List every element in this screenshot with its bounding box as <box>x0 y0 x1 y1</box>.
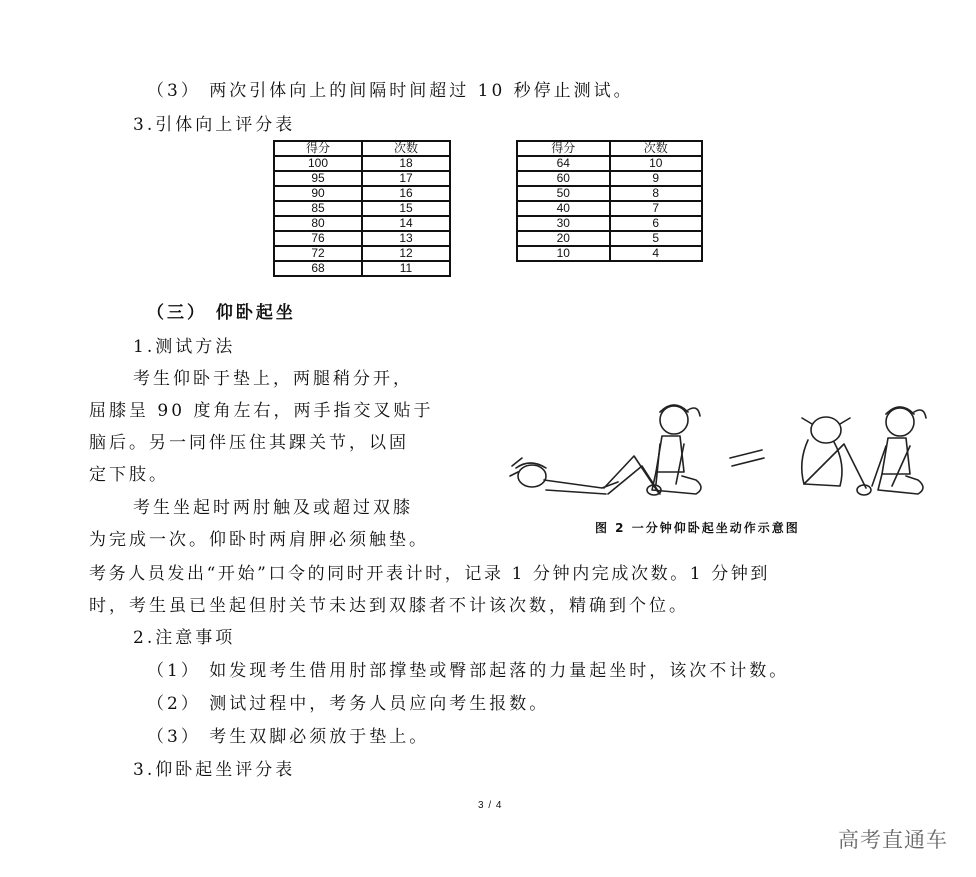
col-header-count: 次数 <box>362 141 450 156</box>
score-cell: 90 <box>274 186 362 201</box>
score-cell: 68 <box>274 261 362 276</box>
table-row <box>274 171 450 186</box>
situp-note-1: （1） 如发现考生借用肘部撑垫或臀部起落的力量起坐时，该次不计数。 <box>147 661 790 681</box>
score-cell: 72 <box>274 246 362 261</box>
score-cell: 76 <box>274 231 362 246</box>
count-cell: 10 <box>610 156 703 171</box>
table-row <box>274 246 450 261</box>
table-row <box>517 216 702 231</box>
pullup-score-table-right <box>516 140 703 262</box>
table-row <box>517 156 702 171</box>
table-row <box>517 186 702 201</box>
count-cell: 16 <box>362 186 450 201</box>
score-cell: 30 <box>517 216 610 231</box>
table-row <box>274 186 450 201</box>
situp-para1-line1: 考生仰卧于垫上，两腿稍分开， <box>133 369 413 389</box>
situp-para1-line2: 屈膝呈 90 度角左右，两手指交叉贴于 <box>89 401 434 421</box>
col-header-count: 次数 <box>610 141 703 156</box>
count-cell: 8 <box>610 186 703 201</box>
situp-heading: （三） 仰卧起坐 <box>147 303 296 323</box>
score-cell: 60 <box>517 171 610 186</box>
score-cell: 80 <box>274 216 362 231</box>
score-cell: 100 <box>274 156 362 171</box>
table-row <box>274 231 450 246</box>
score-cell: 85 <box>274 201 362 216</box>
count-cell: 6 <box>610 216 703 231</box>
table-row <box>274 216 450 231</box>
score-cell: 10 <box>517 246 610 261</box>
situp-para2-line2: 为完成一次。仰卧时两肩胛必须触垫。 <box>89 530 429 550</box>
situp-illustration <box>508 398 932 518</box>
situp-para1-line3: 脑后。另一同伴压住其踝关节，以固 <box>89 433 409 453</box>
pullup-note-3: （3） 两次引体向上的间隔时间超过 10 秒停止测试。 <box>147 81 634 101</box>
score-cell: 20 <box>517 231 610 246</box>
situp-notes-title: 2.注意事项 <box>133 628 236 648</box>
count-cell: 5 <box>610 231 703 246</box>
count-cell: 13 <box>362 231 450 246</box>
count-cell: 4 <box>610 246 703 261</box>
table-row <box>274 261 450 276</box>
pullup-score-table-left <box>273 140 451 277</box>
page-number: 3 / 4 <box>478 800 503 811</box>
situp-para2-line3: 考务人员发出“开始”口令的同时开表计时，记录 1 分钟内完成次数。1 分钟到 <box>89 564 771 584</box>
col-header-score: 得分 <box>274 141 362 156</box>
col-header-score: 得分 <box>517 141 610 156</box>
table-row <box>517 246 702 261</box>
count-cell: 14 <box>362 216 450 231</box>
count-cell: 12 <box>362 246 450 261</box>
situp-para2-line1: 考生坐起时两肘触及或超过双膝 <box>133 498 413 518</box>
table-row <box>517 231 702 246</box>
situp-note-3: （3） 考生双脚必须放于垫上。 <box>147 727 430 747</box>
table-row <box>274 201 450 216</box>
count-cell: 9 <box>610 171 703 186</box>
count-cell: 18 <box>362 156 450 171</box>
situp-note-2: （2） 测试过程中，考务人员应向考生报数。 <box>147 694 550 714</box>
situp-table-title: 3.仰卧起坐评分表 <box>133 760 296 780</box>
watermark: 高考直通车 <box>838 828 948 852</box>
situp-para1-line4: 定下肢。 <box>89 465 169 485</box>
score-cell: 50 <box>517 186 610 201</box>
score-cell: 64 <box>517 156 610 171</box>
table-row <box>517 201 702 216</box>
count-cell: 7 <box>610 201 703 216</box>
table-row <box>274 156 450 171</box>
situp-para2-line4: 时，考生虽已坐起但肘关节未达到双膝者不计该次数，精确到个位。 <box>89 596 689 616</box>
figure-caption: 图 2 一分钟仰卧起坐动作示意图 <box>595 521 800 535</box>
count-cell: 11 <box>362 261 450 276</box>
count-cell: 15 <box>362 201 450 216</box>
count-cell: 17 <box>362 171 450 186</box>
pullup-table-title: 3.引体向上评分表 <box>133 115 296 135</box>
score-cell: 95 <box>274 171 362 186</box>
score-cell: 40 <box>517 201 610 216</box>
table-row <box>517 171 702 186</box>
situp-method-title: 1.测试方法 <box>133 337 236 357</box>
